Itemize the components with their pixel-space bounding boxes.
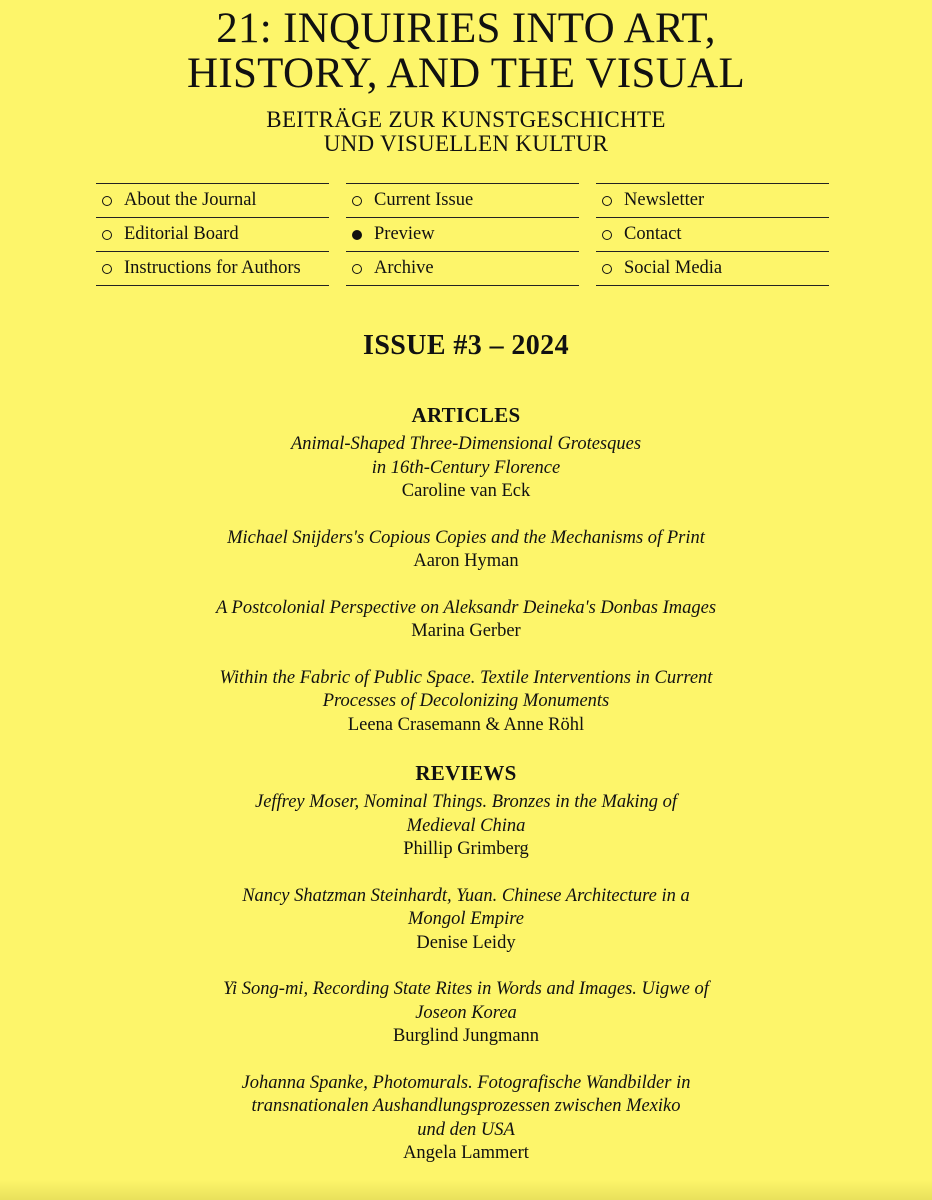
journal-subtitle	[0, 108, 932, 156]
nav-item-label: Contact	[624, 224, 682, 244]
nav-item-editorial-board[interactable]	[96, 218, 329, 252]
issue-contents	[0, 402, 932, 1189]
nav-item-preview[interactable]	[346, 218, 579, 252]
nav-item-label: Editorial Board	[124, 224, 239, 244]
articles-section	[0, 402, 932, 737]
radio-circle-icon	[102, 230, 112, 240]
review-title-link[interactable]: Johanna Spanke, Photomurals. Fotografische Wandbilder in transnationalen Aushandlungsprozessen zwischen Mexiko und den USA	[241, 1072, 691, 1140]
radio-circle-icon	[602, 196, 612, 206]
article-author: Aaron Hyman	[413, 551, 519, 571]
section-heading-reviews: REVIEWS	[415, 761, 517, 785]
journal-title-line2: HISTORY, AND THE VISUAL	[186, 50, 746, 97]
nav-item-label: Newsletter	[624, 190, 705, 210]
review-title-link[interactable]: Nancy Shatzman Steinhardt, Yuan. Chinese Architecture in a Mongol Empire	[242, 885, 690, 929]
nav-column-3	[596, 183, 829, 286]
article-author: Caroline van Eck	[401, 481, 531, 501]
section-heading-articles: ARTICLES	[411, 403, 521, 427]
nav-item-about[interactable]	[96, 184, 329, 218]
nav-item-current-issue[interactable]	[346, 184, 579, 218]
article-title-link[interactable]: Within the Fabric of Public Space. Textile Interventions in Current Processes of Decolonizing Monuments	[219, 667, 713, 711]
journal-subtitle-line1: BEITRÄGE ZUR KUNSTGESCHICHTE	[266, 107, 666, 132]
article-author: Leena Crasemann & Anne Röhl	[347, 714, 585, 735]
nav-item-instructions[interactable]	[96, 252, 329, 286]
list-item	[0, 433, 932, 504]
reviews-section	[0, 760, 932, 1166]
nav-item-label: About the Journal	[124, 190, 257, 210]
list-item	[0, 597, 932, 644]
review-author: Burglind Jungmann	[392, 1026, 540, 1046]
radio-circle-icon	[352, 196, 362, 206]
article-author: Marina Gerber	[411, 621, 521, 641]
article-title-link[interactable]: Animal-Shaped Three-Dimensional Grotesques in 16th-Century Florence	[290, 434, 642, 478]
radio-circle-icon	[352, 264, 362, 274]
nav-column-1	[96, 183, 329, 286]
main-navigation	[96, 183, 829, 286]
radio-circle-icon	[602, 264, 612, 274]
review-author: Phillip Grimberg	[403, 839, 529, 859]
nav-item-label: Instructions for Authors	[124, 258, 301, 278]
article-title-link[interactable]: A Postcolonial Perspective on Aleksandr Deineka's Donbas Images	[215, 597, 717, 618]
masthead	[0, 0, 932, 156]
list-item	[0, 885, 932, 956]
nav-item-label: Current Issue	[374, 190, 474, 210]
nav-item-label: Preview	[374, 224, 435, 244]
journal-title[interactable]	[0, 6, 932, 96]
list-item	[0, 978, 932, 1049]
review-title-link[interactable]: Jeffrey Moser, Nominal Things. Bronzes in the Making of Medieval China	[254, 792, 678, 836]
nav-item-newsletter[interactable]	[596, 184, 829, 218]
nav-item-archive[interactable]	[346, 252, 579, 286]
nav-item-social-media[interactable]	[596, 252, 829, 286]
nav-item-contact[interactable]	[596, 218, 829, 252]
journal-title-line1: 21: INQUIRIES INTO ART,	[216, 5, 716, 52]
list-item	[0, 1072, 932, 1166]
article-title-link[interactable]: Michael Snijders's Copious Copies and the Mechanisms of Print	[227, 527, 705, 548]
nav-item-label: Archive	[374, 258, 434, 278]
review-title-link[interactable]: Yi Song-mi, Recording State Rites in Words and Images. Uigwe of Joseon Korea	[223, 979, 709, 1023]
review-author: Denise Leidy	[416, 932, 516, 953]
radio-circle-icon	[602, 230, 612, 240]
list-item	[0, 667, 932, 738]
journal-subtitle-line2: UND VISUELLEN KULTUR	[323, 131, 609, 156]
nav-item-label: Social Media	[624, 258, 723, 278]
nav-column-2	[346, 183, 579, 286]
list-item	[0, 791, 932, 862]
list-item	[0, 527, 932, 574]
radio-circle-icon	[102, 264, 112, 274]
radio-circle-icon	[102, 196, 112, 206]
issue-heading: ISSUE #3 – 2024	[363, 330, 569, 361]
radio-filled-icon	[352, 230, 362, 240]
review-author: Angela Lammert	[403, 1143, 529, 1163]
